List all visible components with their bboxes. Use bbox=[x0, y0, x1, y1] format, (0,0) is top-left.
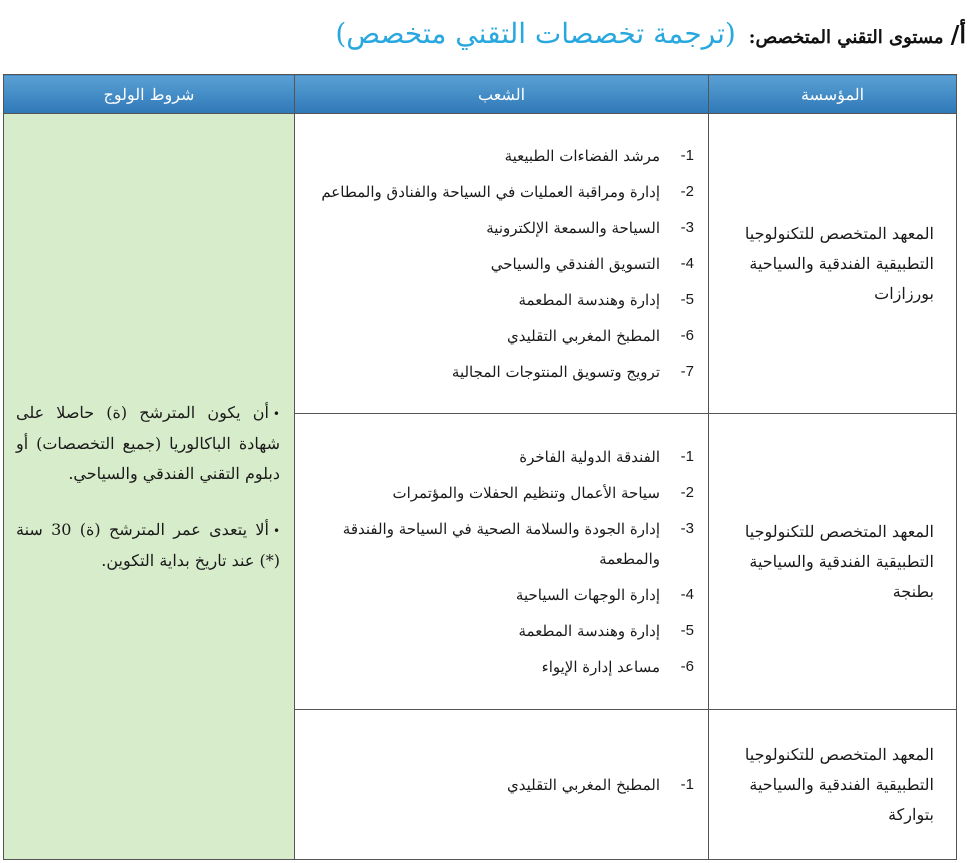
program-name: السياحة والسمعة الإلكترونية bbox=[486, 218, 660, 237]
program-name: الفندقة الدولية الفاخرة bbox=[519, 447, 660, 466]
list-item bbox=[301, 580, 694, 610]
program-number: 2- bbox=[680, 182, 694, 200]
institution-cell bbox=[709, 114, 957, 414]
program-number: 6- bbox=[680, 326, 694, 344]
list-item bbox=[301, 249, 694, 279]
programs-list bbox=[301, 442, 694, 682]
table-header-row bbox=[4, 75, 957, 114]
programs-list bbox=[301, 770, 694, 800]
heading-marker: أ/ bbox=[950, 20, 966, 49]
heading-label: مستوى التقني المتخصص: bbox=[748, 27, 944, 48]
institution-line: التطبيقية الفندقية والسياحية bbox=[749, 774, 934, 794]
list-item bbox=[301, 478, 694, 508]
program-name: المطبخ المغربي التقليدي bbox=[506, 775, 660, 794]
program-name: المطبخ المغربي التقليدي bbox=[506, 326, 660, 345]
condition-item bbox=[16, 515, 280, 576]
list-item bbox=[301, 616, 694, 646]
programs-cell bbox=[295, 710, 709, 860]
programs-cell bbox=[295, 414, 709, 710]
list-item bbox=[301, 514, 694, 574]
program-number: 3- bbox=[680, 218, 694, 236]
condition-item bbox=[16, 398, 280, 489]
institution-cell bbox=[709, 710, 957, 860]
program-name: سياحة الأعمال وتنظيم الحفلات والمؤتمرات bbox=[392, 483, 660, 502]
bullet-icon: • bbox=[272, 523, 281, 538]
header-institution: المؤسسة bbox=[709, 75, 957, 114]
header-programs: الشعب bbox=[295, 75, 709, 114]
program-name: ترويج وتسويق المنتوجات المجالية bbox=[451, 362, 660, 381]
program-number: 5- bbox=[680, 621, 694, 639]
programs-table bbox=[3, 74, 957, 860]
program-name: التسويق الفندقي والسياحي bbox=[490, 254, 660, 273]
institution-line: بطنجة bbox=[892, 581, 934, 601]
condition-text: أن يكون المترشح (ة) حاصلا على شهادة الباكالوريا (جميع التخصصات) أو دبلوم التقني الفندقي والسياحي. bbox=[16, 402, 280, 483]
list-item bbox=[301, 177, 694, 207]
programs-list bbox=[301, 141, 694, 387]
institution-line: التطبيقية الفندقية والسياحية bbox=[749, 253, 934, 273]
institution-line: المعهد المتخصص للتكنولوجيا bbox=[744, 521, 934, 541]
list-item bbox=[301, 652, 694, 682]
program-name: إدارة وهندسة المطعمة bbox=[518, 621, 660, 640]
program-number: 3- bbox=[680, 519, 694, 537]
program-number: 1- bbox=[680, 447, 694, 465]
list-item bbox=[301, 213, 694, 243]
condition-text: ألا يتعدى عمر المترشح (ة) 30 سنة (*) عند تاريخ بداية التكوين. bbox=[16, 519, 280, 570]
list-item bbox=[301, 770, 694, 800]
program-name: إدارة الوجهات السياحية bbox=[515, 585, 660, 604]
program-name: مساعد إدارة الإيواء bbox=[541, 657, 660, 676]
program-number: 7- bbox=[680, 362, 694, 380]
institution-line: بتواركة bbox=[888, 804, 934, 824]
program-number: 2- bbox=[680, 483, 694, 501]
bullet-icon: • bbox=[272, 406, 280, 421]
list-item bbox=[301, 442, 694, 472]
header-conditions: شروط الولوج bbox=[4, 75, 295, 114]
list-item bbox=[301, 285, 694, 315]
program-name: إدارة الجودة والسلامة الصحية في السياحة والفندقة والمطعمة bbox=[342, 519, 660, 568]
institution-line: المعهد المتخصص للتكنولوجيا bbox=[744, 744, 934, 764]
program-number: 4- bbox=[680, 585, 694, 603]
conditions-cell bbox=[4, 114, 295, 860]
list-item bbox=[301, 357, 694, 387]
table-row bbox=[4, 114, 957, 414]
institution-line: المعهد المتخصص للتكنولوجيا bbox=[744, 223, 934, 243]
institution-line: بورزازات bbox=[874, 283, 934, 303]
program-name: مرشد الفضاءات الطبيعية bbox=[504, 146, 660, 165]
page-heading bbox=[0, 14, 966, 58]
program-number: 1- bbox=[680, 775, 694, 793]
program-number: 4- bbox=[680, 254, 694, 272]
institution-line: التطبيقية الفندقية والسياحية bbox=[749, 551, 934, 571]
program-number: 1- bbox=[680, 146, 694, 164]
program-name: إدارة وهندسة المطعمة bbox=[518, 290, 660, 309]
list-item bbox=[301, 321, 694, 351]
institution-cell bbox=[709, 414, 957, 710]
program-number: 6- bbox=[680, 657, 694, 675]
heading-subtitle: (ترجمة تخصصات التقني متخصص) bbox=[335, 17, 736, 50]
programs-cell bbox=[295, 114, 709, 414]
list-item bbox=[301, 141, 694, 171]
program-name: إدارة ومراقبة العمليات في السياحة والفنادق والمطاعم bbox=[321, 182, 660, 201]
program-number: 5- bbox=[680, 290, 694, 308]
